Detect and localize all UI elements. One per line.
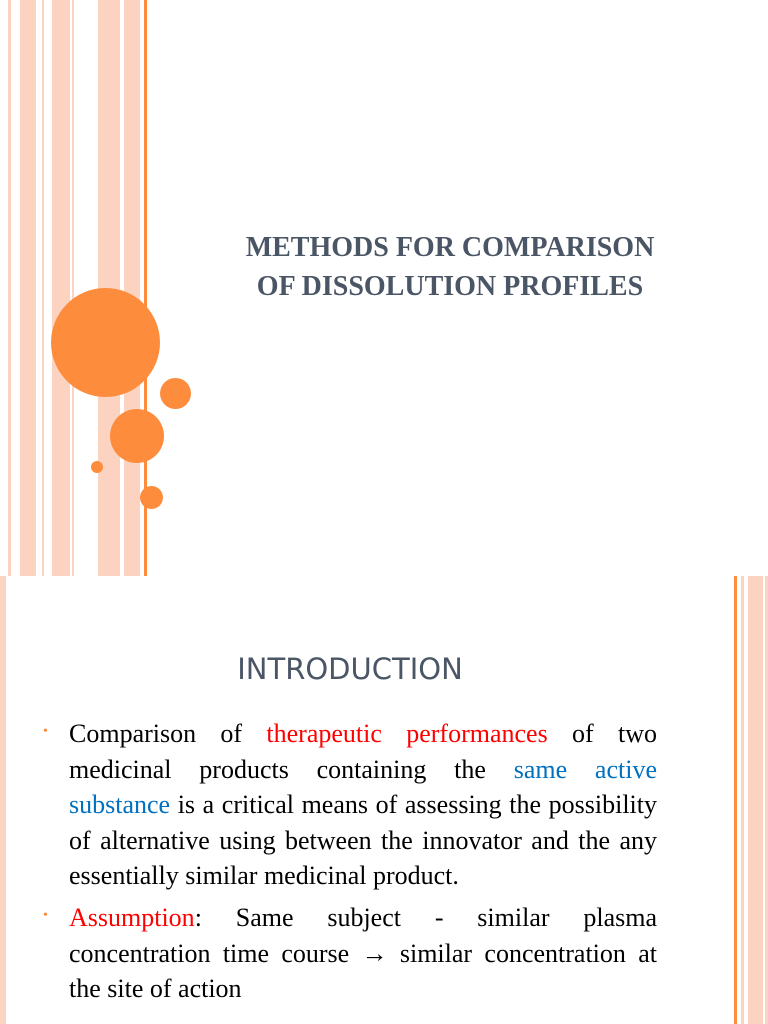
bullet-icon: • <box>43 724 48 739</box>
decor-stripe <box>42 0 44 576</box>
bullet-text-segment: of two medicinal products containing the <box>69 719 657 784</box>
decor-circle <box>51 288 160 397</box>
bullet-text-segment: : Same subject - similar plasma concentration time course → similar concentration at the site of action <box>69 902 657 1004</box>
decor-stripe <box>741 576 744 1024</box>
highlight-assumption: Assumption <box>69 902 195 932</box>
decor-stripe <box>0 576 6 1024</box>
decor-circle <box>140 486 163 509</box>
bullet-item <box>40 716 657 894</box>
decor-circle <box>110 409 164 463</box>
decor-circle <box>91 461 103 473</box>
decor-stripe <box>748 576 763 1024</box>
decor-stripe <box>124 0 140 576</box>
highlight-same-active-substance: same active substance <box>69 754 657 820</box>
introduction-heading: INTRODUCTION <box>237 652 463 686</box>
title-line-2: OF DISSOLUTION PROFILES <box>256 271 644 302</box>
decor-stripe <box>8 0 11 576</box>
highlight-therapeutic-performances: therapeutic performances <box>266 719 548 748</box>
decor-stripe <box>52 0 70 576</box>
title-line-1: METHODS FOR COMPARISON <box>245 232 655 263</box>
decor-stripe <box>20 0 36 576</box>
bullet-text-segment: is a critical means of assessing the possibility of alternative using between the innovator and the any essentially similar medicinal product. <box>69 790 657 891</box>
bullet-text-segment: Comparison of <box>69 719 267 748</box>
slide-title-text <box>190 228 710 306</box>
bullet-list <box>40 716 657 1013</box>
decor-circle <box>160 378 191 409</box>
decor-stripe <box>734 576 737 1024</box>
bullet-icon: • <box>43 907 48 923</box>
decor-stripe <box>72 0 74 576</box>
bullet-item <box>40 900 657 1007</box>
